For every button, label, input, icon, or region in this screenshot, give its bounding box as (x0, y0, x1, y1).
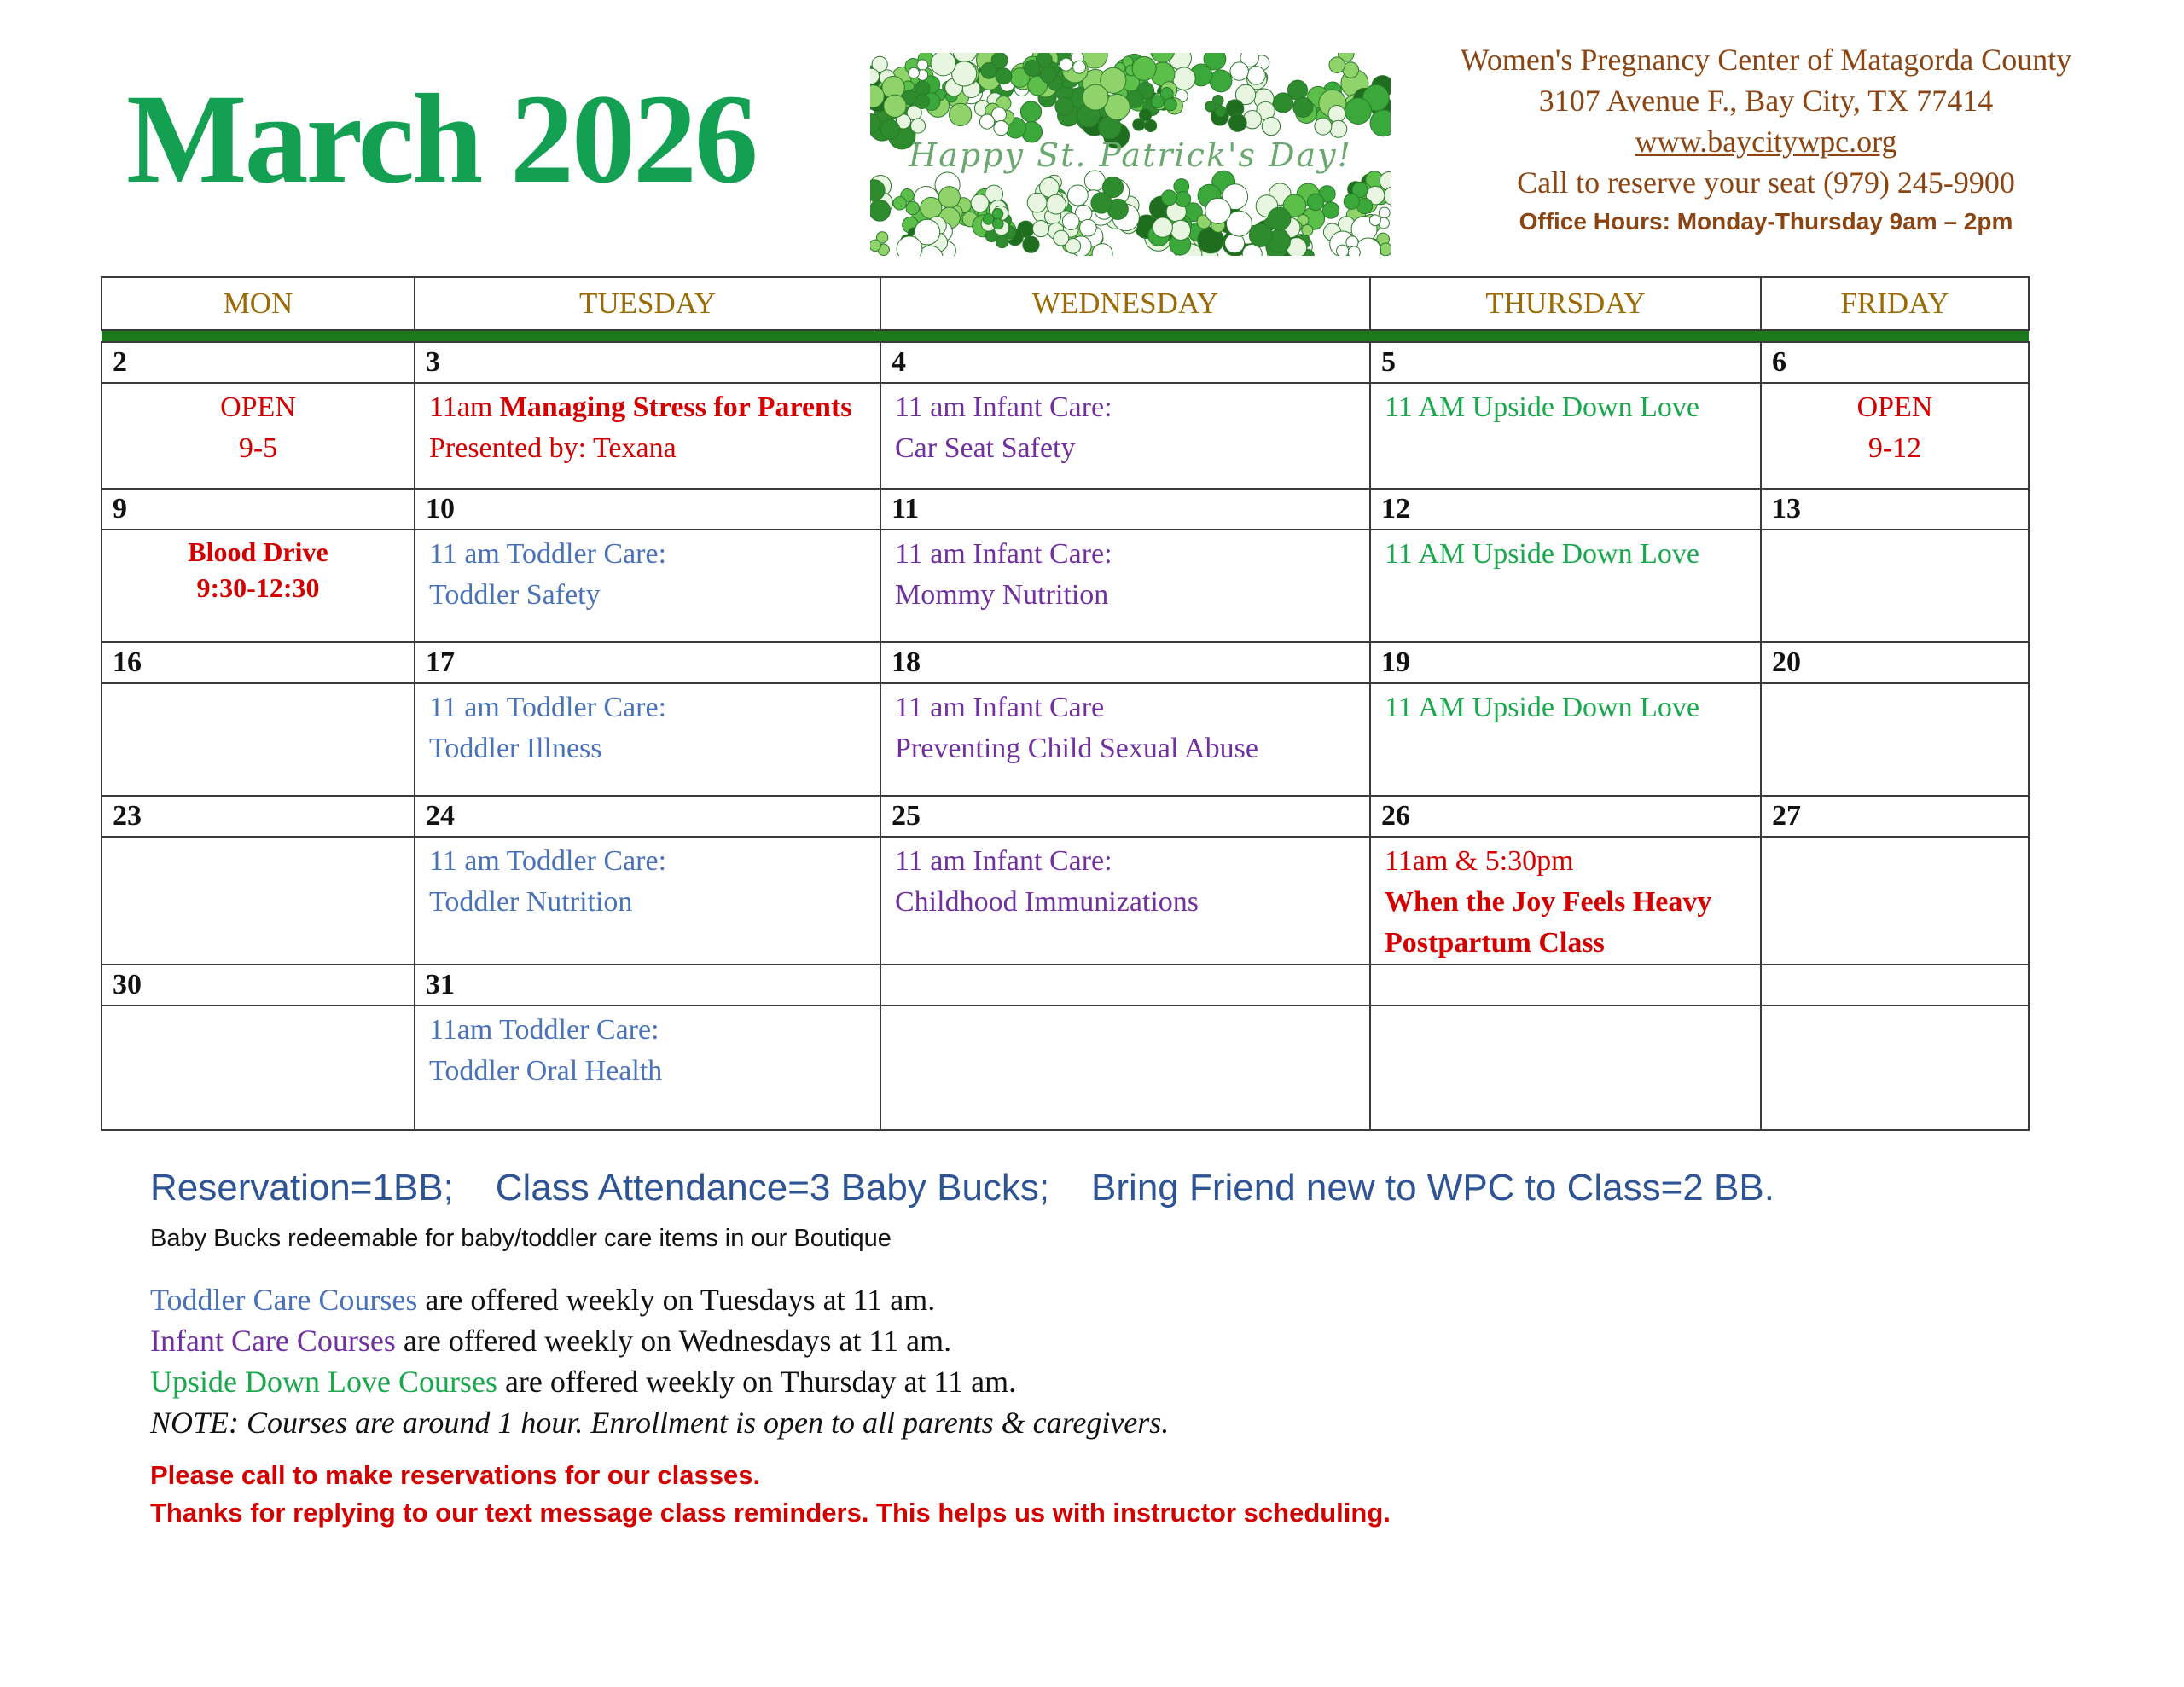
org-info (1382, 39, 2150, 241)
date-number (1370, 965, 1761, 1006)
event-time: 11 am Toddler Care: (429, 845, 667, 877)
course-notes (150, 1279, 1169, 1443)
date-number: 9 (102, 489, 415, 530)
event-time: 11am & 5:30pm (1385, 845, 1574, 877)
event-title: Managing Stress for Parents (499, 391, 852, 423)
event-cell (1370, 530, 1761, 642)
event-cell (880, 1006, 1370, 1130)
reservation-info: Reservation=1BB; Class Attendance=3 Baby Bucks; Bring Friend new to WPC to Class=2 BB. (150, 1167, 1774, 1209)
st-patricks-banner (870, 53, 1391, 256)
date-number: 26 (1370, 796, 1761, 837)
shamrock-icon (1273, 80, 1312, 117)
date-number: 10 (415, 489, 880, 530)
date-number (880, 965, 1370, 1006)
event-title: Childhood Immunizations (895, 886, 1199, 918)
event-cell (880, 383, 1370, 489)
event-title: Toddler Oral Health (429, 1055, 663, 1087)
event-title-line (429, 387, 866, 428)
event-row (102, 1006, 2029, 1130)
event-time: 11 am Toddler Care: (429, 692, 667, 723)
event-row (102, 383, 2029, 489)
date-number: 24 (415, 796, 880, 837)
event-row (102, 530, 2029, 642)
event-title: Blood Drive (188, 536, 328, 567)
day-header: TUESDAY (415, 277, 880, 330)
event-cell (1370, 383, 1761, 489)
banner-text: Happy St. Patrick's Day! (909, 136, 1352, 174)
event-cell (1370, 1006, 1761, 1130)
date-number: 2 (102, 342, 415, 383)
calendar-table (101, 276, 2030, 1131)
event-cell (1370, 683, 1761, 796)
event-cell (102, 683, 415, 796)
event-cell (415, 683, 880, 796)
event-title: 11 AM Upside Down Love (1385, 391, 1699, 423)
event-title: Toddler Safety (429, 579, 601, 611)
event-title: Car Seat Safety (895, 432, 1076, 464)
date-number: 27 (1761, 796, 2029, 837)
event-presenter: Presented by: Texana (429, 432, 677, 464)
date-number: 31 (415, 965, 880, 1006)
event-cell (1761, 530, 2029, 642)
event-time: 11 am Toddler Care: (429, 538, 667, 570)
header-divider (102, 330, 2029, 342)
date-number: 16 (102, 642, 415, 683)
date-number: 30 (102, 965, 415, 1006)
course-name: Toddler Care Courses (150, 1283, 418, 1317)
course-name: Upside Down Love Courses (150, 1365, 497, 1399)
event-time: 11 am Infant Care: (895, 391, 1112, 423)
footer-notice (150, 1457, 1391, 1532)
event-time: 11 am Infant Care: (895, 845, 1112, 877)
event-cell (415, 530, 880, 642)
event-title: Mommy Nutrition (895, 579, 1109, 611)
event-cell (1370, 837, 1761, 965)
date-number: 19 (1370, 642, 1761, 683)
event-title: Preventing Child Sexual Abuse (895, 733, 1258, 764)
date-row (102, 642, 2029, 683)
event-cell (102, 383, 415, 489)
shamrock-icon (870, 232, 889, 256)
event-title: OPEN (1856, 391, 1933, 423)
course-line (150, 1361, 1169, 1402)
date-row (102, 489, 2029, 530)
event-time: 9-12 (1867, 432, 1922, 464)
date-number: 18 (880, 642, 1370, 683)
shamrock-icon (1190, 53, 1232, 92)
day-header: FRIDAY (1761, 277, 2029, 330)
event-cell (1761, 383, 2029, 489)
event-title: OPEN (220, 391, 296, 423)
weekday-header-row (102, 277, 2029, 330)
event-cell (102, 837, 415, 965)
shamrock-icon (1329, 53, 1359, 78)
event-cell (102, 1006, 415, 1130)
footer-line: Please call to make reservations for our classes. (150, 1460, 761, 1490)
org-address: 3107 Avenue F., Bay City, TX 77414 (1538, 84, 1994, 118)
day-header: WEDNESDAY (880, 277, 1370, 330)
event-subtitle: Postpartum Class (1385, 927, 1605, 959)
event-cell (880, 837, 1370, 965)
shamrock-icon (1205, 96, 1226, 117)
event-title: 11 AM Upside Down Love (1385, 538, 1699, 570)
event-cell (415, 383, 880, 489)
event-title: Toddler Illness (429, 733, 602, 764)
date-number (1761, 965, 2029, 1006)
event-row (102, 683, 2029, 796)
event-time: 11am Toddler Care: (429, 1014, 659, 1046)
org-name: Women's Pregnancy Center of Matagorda County (1460, 43, 2072, 77)
date-number: 5 (1370, 342, 1761, 383)
footer-line: Thanks for replying to our text message class reminders. This helps us with instructor scheduling. (150, 1498, 1391, 1528)
event-cell (880, 530, 1370, 642)
event-title: When the Joy Feels Heavy (1385, 886, 1712, 918)
event-title: 11 AM Upside Down Love (1385, 692, 1699, 723)
date-row (102, 796, 2029, 837)
date-number: 4 (880, 342, 1370, 383)
event-cell (415, 1006, 880, 1130)
event-time: 9-5 (238, 432, 278, 464)
date-number: 11 (880, 489, 1370, 530)
event-title: Toddler Nutrition (429, 886, 633, 918)
date-row (102, 342, 2029, 383)
course-schedule: are offered weekly on Wednesdays at 11 am. (395, 1324, 952, 1358)
event-cell (1761, 837, 2029, 965)
event-time: 11 am Infant Care (895, 692, 1105, 723)
baby-bucks-note: Baby Bucks redeemable for baby/toddler care items in our Boutique (150, 1225, 892, 1252)
course-line (150, 1320, 1169, 1361)
shamrock-icon (1162, 179, 1191, 207)
day-header: MON (102, 277, 415, 330)
event-cell (1761, 683, 2029, 796)
date-number: 6 (1761, 342, 2029, 383)
event-time: 11am (429, 391, 500, 423)
event-cell (1761, 1006, 2029, 1130)
course-line (150, 1279, 1169, 1320)
event-time: 9:30-12:30 (196, 572, 320, 603)
date-number: 20 (1761, 642, 2029, 683)
course-schedule: are offered weekly on Thursday at 11 am. (497, 1365, 1017, 1399)
org-phone: Call to reserve your seat (979) 245-9900 (1517, 165, 2015, 200)
org-website-link[interactable]: www.baycitywpc.org (1635, 125, 1897, 159)
event-cell (102, 530, 415, 642)
page-title: March 2026 (126, 68, 756, 210)
day-header: THURSDAY (1370, 277, 1761, 330)
course-schedule: are offered weekly on Tuesdays at 11 am. (417, 1283, 936, 1317)
event-time: 11 am Infant Care: (895, 538, 1112, 570)
course-note: NOTE: Courses are around 1 hour. Enrollment is open to all parents & caregivers. (150, 1406, 1170, 1440)
date-number: 23 (102, 796, 415, 837)
event-cell (415, 837, 880, 965)
date-number: 13 (1761, 489, 2029, 530)
event-row (102, 837, 2029, 965)
event-cell (880, 683, 1370, 796)
date-number: 12 (1370, 489, 1761, 530)
course-name: Infant Care Courses (150, 1324, 396, 1358)
date-number: 3 (415, 342, 880, 383)
date-row (102, 965, 2029, 1006)
date-number: 25 (880, 796, 1370, 837)
office-hours: Office Hours: Monday-Thursday 9am – 2pm (1519, 208, 2013, 235)
date-number: 17 (415, 642, 880, 683)
